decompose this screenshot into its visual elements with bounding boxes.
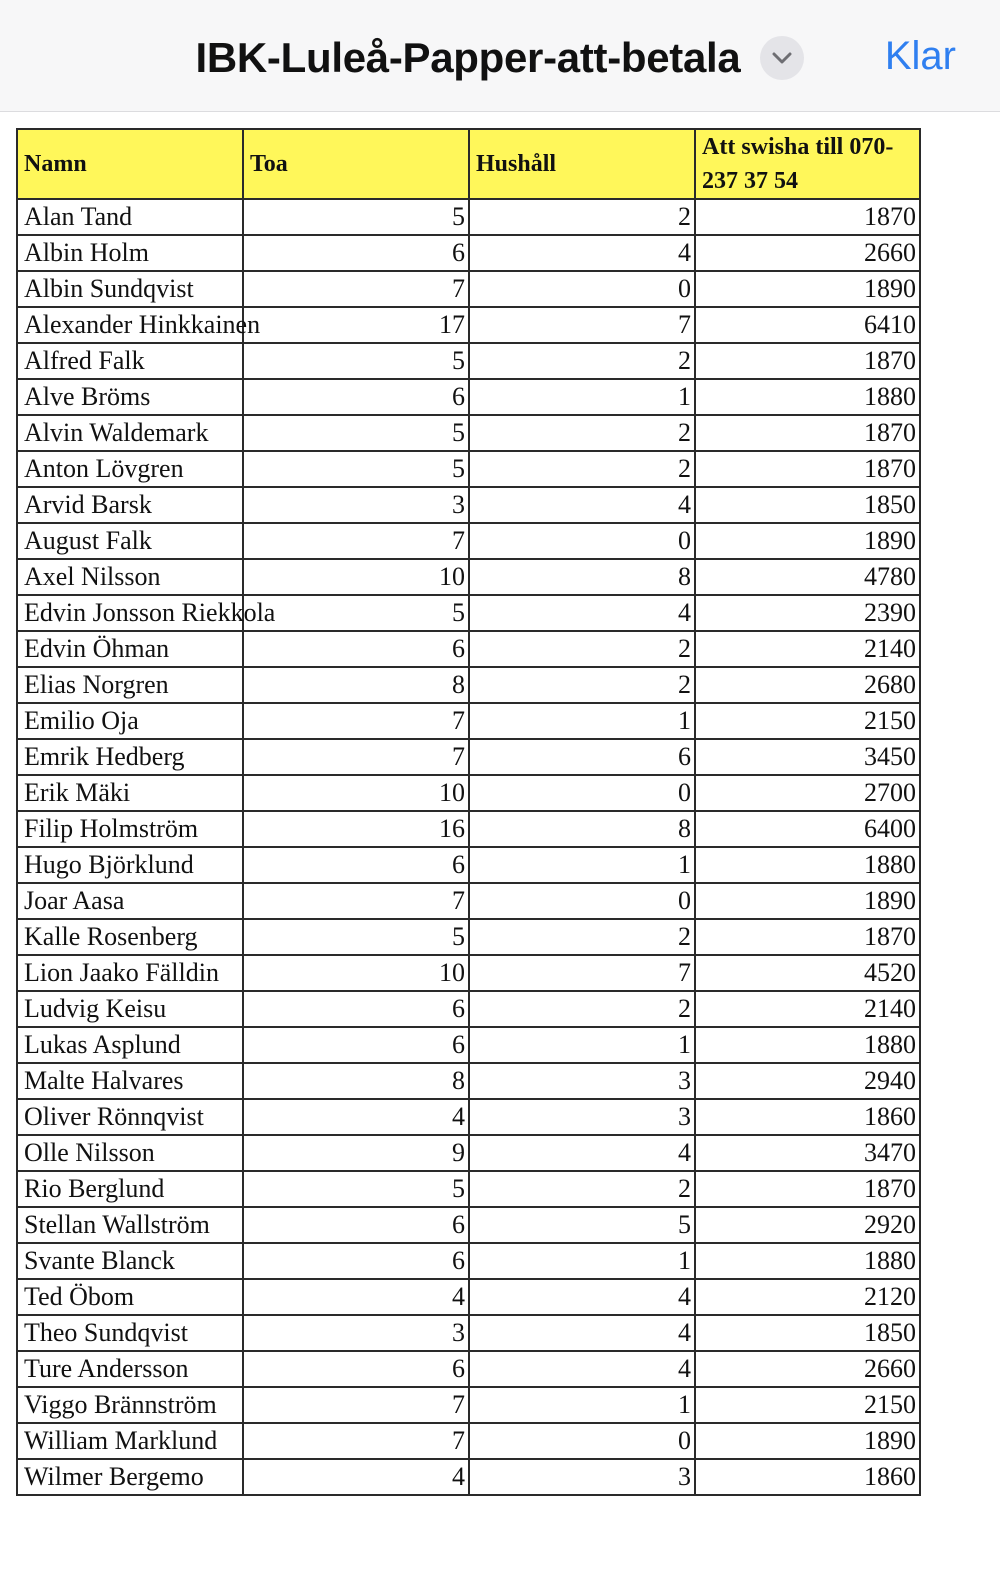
name-text: Stellan Wallström xyxy=(24,1210,210,1239)
table-row xyxy=(17,1243,920,1279)
amount-cell[interactable]: 1870 xyxy=(695,1171,920,1207)
name-text: Lukas Asplund xyxy=(24,1030,181,1059)
amount-cell[interactable]: 1880 xyxy=(695,379,920,415)
name-text: Oliver Rönnqvist xyxy=(24,1102,204,1131)
hushall-cell[interactable]: 4 xyxy=(469,1135,695,1171)
hushall-cell[interactable]: 4 xyxy=(469,1315,695,1351)
amount-cell[interactable]: 1890 xyxy=(695,523,920,559)
name-cell[interactable] xyxy=(17,1423,243,1459)
name-cell[interactable] xyxy=(17,775,243,811)
amount-cell[interactable]: 1890 xyxy=(695,271,920,307)
hushall-cell[interactable]: 0 xyxy=(469,1423,695,1459)
name-text: Viggo Brännström xyxy=(24,1390,217,1419)
amount-cell[interactable]: 1860 xyxy=(695,1459,920,1495)
hushall-cell[interactable]: 4 xyxy=(469,595,695,631)
hushall-cell[interactable]: 1 xyxy=(469,1027,695,1063)
toa-cell[interactable]: 10 xyxy=(243,775,469,811)
title-group xyxy=(0,28,1000,88)
name-cell[interactable] xyxy=(17,1099,243,1135)
hushall-cell[interactable]: 1 xyxy=(469,703,695,739)
hushall-cell[interactable]: 3 xyxy=(469,1063,695,1099)
table-row xyxy=(17,1063,920,1099)
name-cell[interactable] xyxy=(17,1351,243,1387)
toa-cell[interactable]: 5 xyxy=(243,199,469,235)
toa-cell[interactable]: 5 xyxy=(243,595,469,631)
table-row xyxy=(17,487,920,523)
hushall-cell[interactable]: 2 xyxy=(469,667,695,703)
name-text: Hugo Björklund xyxy=(24,850,194,879)
name-cell[interactable] xyxy=(17,667,243,703)
name-cell[interactable] xyxy=(17,343,243,379)
toa-cell[interactable]: 6 xyxy=(243,991,469,1027)
toa-cell[interactable]: 10 xyxy=(243,955,469,991)
name-text: Edvin Jonsson Riekkola xyxy=(24,598,276,627)
amount-cell[interactable]: 2140 xyxy=(695,631,920,667)
name-text: Emrik Hedberg xyxy=(24,742,185,771)
name-text: Edvin Öhman xyxy=(24,634,170,663)
name-text: Elias Norgren xyxy=(24,670,169,699)
name-cell[interactable] xyxy=(17,631,243,667)
amount-cell[interactable]: 3450 xyxy=(695,739,920,775)
hushall-cell[interactable]: 4 xyxy=(469,235,695,271)
table-row xyxy=(17,1351,920,1387)
name-text: Emilio Oja xyxy=(24,706,139,735)
table-row xyxy=(17,343,920,379)
hushall-cell[interactable]: 7 xyxy=(469,955,695,991)
name-text: August Falk xyxy=(24,526,152,555)
name-text: Kalle Rosenberg xyxy=(24,922,198,951)
hushall-cell[interactable]: 0 xyxy=(469,775,695,811)
hushall-cell[interactable]: 2 xyxy=(469,991,695,1027)
name-cell[interactable] xyxy=(17,451,243,487)
name-text: Theo Sundqvist xyxy=(24,1318,188,1347)
toa-cell[interactable]: 9 xyxy=(243,1135,469,1171)
hushall-cell[interactable]: 2 xyxy=(469,415,695,451)
table-row xyxy=(17,1027,920,1063)
name-cell[interactable] xyxy=(17,487,243,523)
amount-cell[interactable]: 2660 xyxy=(695,1351,920,1387)
hushall-cell[interactable]: 1 xyxy=(469,379,695,415)
table-row xyxy=(17,955,920,991)
toa-cell[interactable]: 6 xyxy=(243,631,469,667)
name-cell[interactable] xyxy=(17,1279,243,1315)
toa-cell[interactable]: 10 xyxy=(243,559,469,595)
name-cell[interactable] xyxy=(17,883,243,919)
toa-cell[interactable]: 7 xyxy=(243,883,469,919)
table-row xyxy=(17,559,920,595)
name-cell[interactable] xyxy=(17,703,243,739)
hushall-cell[interactable]: 2 xyxy=(469,1171,695,1207)
table-row xyxy=(17,271,920,307)
table-row xyxy=(17,703,920,739)
amount-cell[interactable]: 1870 xyxy=(695,343,920,379)
toa-cell[interactable]: 7 xyxy=(243,1423,469,1459)
name-text: Albin Holm xyxy=(24,238,149,267)
table-row xyxy=(17,847,920,883)
amount-cell[interactable]: 1890 xyxy=(695,883,920,919)
amount-cell[interactable]: 1850 xyxy=(695,487,920,523)
amount-cell[interactable]: 4780 xyxy=(695,559,920,595)
hushall-cell[interactable]: 1 xyxy=(469,847,695,883)
name-cell[interactable] xyxy=(17,811,243,847)
table-row xyxy=(17,883,920,919)
name-text: Anton Lövgren xyxy=(24,454,184,483)
toa-cell[interactable]: 6 xyxy=(243,1027,469,1063)
toa-cell[interactable]: 8 xyxy=(243,667,469,703)
hushall-cell[interactable]: 8 xyxy=(469,811,695,847)
name-text: Albin Sundqvist xyxy=(24,274,194,303)
table-row xyxy=(17,667,920,703)
amount-cell[interactable]: 1870 xyxy=(695,199,920,235)
toa-cell[interactable]: 4 xyxy=(243,1279,469,1315)
amount-cell[interactable]: 1880 xyxy=(695,1027,920,1063)
amount-cell[interactable]: 2140 xyxy=(695,991,920,1027)
table-row xyxy=(17,415,920,451)
name-text: Rio Berglund xyxy=(24,1174,165,1203)
table-row xyxy=(17,739,920,775)
name-text: Ludvig Keisu xyxy=(24,994,167,1023)
name-text: Ted Öbom xyxy=(24,1282,135,1311)
name-cell[interactable] xyxy=(17,595,276,631)
title-menu-button[interactable] xyxy=(760,36,804,80)
hushall-cell[interactable]: 8 xyxy=(469,559,695,595)
hushall-cell[interactable]: 4 xyxy=(469,1279,695,1315)
name-cell[interactable] xyxy=(17,415,243,451)
name-text: Wilmer Bergemo xyxy=(24,1462,204,1491)
amount-cell[interactable]: 1870 xyxy=(695,919,920,955)
name-cell[interactable] xyxy=(17,559,243,595)
name-cell[interactable] xyxy=(17,1387,243,1423)
hushall-cell[interactable]: 2 xyxy=(469,343,695,379)
name-cell[interactable] xyxy=(17,955,243,991)
document-title[interactable]: IBK-Luleå-Papper-att-betala xyxy=(195,34,741,81)
amount-cell[interactable]: 2120 xyxy=(695,1279,920,1315)
name-cell[interactable] xyxy=(17,307,261,343)
header-cell-hushall[interactable]: Hushåll xyxy=(469,129,695,199)
amount-cell[interactable]: 3470 xyxy=(695,1135,920,1171)
amount-cell[interactable]: 2150 xyxy=(695,703,920,739)
table-row xyxy=(17,1099,920,1135)
name-cell[interactable] xyxy=(17,919,243,955)
done-button[interactable]: Klar xyxy=(884,34,956,78)
hushall-cell[interactable]: 0 xyxy=(469,271,695,307)
name-cell[interactable] xyxy=(17,1207,243,1243)
name-cell[interactable] xyxy=(17,1027,243,1063)
chevron-down-icon xyxy=(772,52,792,64)
name-cell[interactable] xyxy=(17,1315,243,1351)
table-row xyxy=(17,451,920,487)
toa-cell[interactable]: 3 xyxy=(243,487,469,523)
hushall-cell[interactable]: 1 xyxy=(469,1387,695,1423)
amount-cell[interactable]: 2390 xyxy=(695,595,920,631)
header-cell-name[interactable]: Namn xyxy=(17,129,243,199)
name-cell[interactable] xyxy=(17,1171,243,1207)
amount-cell[interactable]: 6410 xyxy=(695,307,920,343)
table-row xyxy=(17,523,920,559)
amount-cell[interactable]: 1870 xyxy=(695,415,920,451)
hushall-cell[interactable]: 2 xyxy=(469,631,695,667)
name-text: Axel Nilsson xyxy=(24,562,161,591)
header-cell-toa[interactable]: Toa xyxy=(243,129,469,199)
amount-cell[interactable]: 2920 xyxy=(695,1207,920,1243)
amount-cell[interactable]: 1880 xyxy=(695,847,920,883)
amount-cell[interactable]: 2700 xyxy=(695,775,920,811)
table-row xyxy=(17,1423,920,1459)
amount-cell[interactable]: 1890 xyxy=(695,1423,920,1459)
amount-cell[interactable]: 2940 xyxy=(695,1063,920,1099)
toa-cell[interactable]: 5 xyxy=(243,919,469,955)
table-row xyxy=(17,379,920,415)
toa-cell[interactable]: 5 xyxy=(243,415,469,451)
name-cell[interactable] xyxy=(17,523,243,559)
toa-cell[interactable]: 4 xyxy=(243,1099,469,1135)
table-row xyxy=(17,307,920,343)
name-cell[interactable] xyxy=(17,1063,243,1099)
amount-cell[interactable]: 2660 xyxy=(695,235,920,271)
name-text: William Marklund xyxy=(24,1426,218,1455)
name-cell[interactable] xyxy=(17,847,243,883)
toa-cell[interactable]: 7 xyxy=(243,703,469,739)
name-text: Olle Nilsson xyxy=(24,1138,155,1167)
name-text: Alan Tand xyxy=(24,202,133,231)
name-text: Filip Holmström xyxy=(24,814,199,843)
name-text: Arvid Barsk xyxy=(24,490,152,519)
name-cell[interactable] xyxy=(17,235,243,271)
amount-cell[interactable]: 1880 xyxy=(695,1243,920,1279)
name-cell[interactable] xyxy=(17,991,243,1027)
toa-cell[interactable]: 7 xyxy=(243,1387,469,1423)
toa-cell[interactable]: 6 xyxy=(243,1207,469,1243)
amount-cell[interactable]: 6400 xyxy=(695,811,920,847)
hushall-cell[interactable]: 2 xyxy=(469,919,695,955)
toa-cell[interactable]: 5 xyxy=(243,343,469,379)
toa-cell[interactable]: 7 xyxy=(243,271,469,307)
hushall-cell[interactable]: 0 xyxy=(469,523,695,559)
table-row xyxy=(17,1315,920,1351)
toa-cell[interactable]: 5 xyxy=(243,1171,469,1207)
name-text: Malte Halvares xyxy=(24,1066,184,1095)
amount-cell[interactable]: 1860 xyxy=(695,1099,920,1135)
toa-cell[interactable]: 7 xyxy=(243,739,469,775)
table-row xyxy=(17,1387,920,1423)
amount-cell[interactable]: 2680 xyxy=(695,667,920,703)
toa-cell[interactable]: 8 xyxy=(243,1063,469,1099)
table-row xyxy=(17,1207,920,1243)
table-row xyxy=(17,631,920,667)
table-row xyxy=(17,919,920,955)
toa-cell[interactable]: 3 xyxy=(243,1315,469,1351)
name-text: Lion Jaako Fälldin xyxy=(24,958,219,987)
amount-cell[interactable]: 2150 xyxy=(695,1387,920,1423)
toa-cell[interactable]: 7 xyxy=(243,523,469,559)
spreadsheet-table xyxy=(16,128,921,1496)
amount-cell[interactable]: 1850 xyxy=(695,1315,920,1351)
table-row xyxy=(17,1279,920,1315)
name-cell[interactable] xyxy=(17,1459,243,1495)
header-row xyxy=(17,129,920,199)
name-text: Alfred Falk xyxy=(24,346,145,375)
name-cell[interactable] xyxy=(17,739,243,775)
toa-cell[interactable]: 17 xyxy=(243,307,469,343)
table-row xyxy=(17,199,920,235)
name-cell[interactable] xyxy=(17,1135,243,1171)
hushall-cell[interactable]: 2 xyxy=(469,451,695,487)
toa-cell[interactable]: 6 xyxy=(243,235,469,271)
toa-cell[interactable]: 6 xyxy=(243,379,469,415)
table-row xyxy=(17,235,920,271)
toa-cell[interactable]: 4 xyxy=(243,1459,469,1495)
name-text: Alvin Waldemark xyxy=(24,418,209,447)
toa-cell[interactable]: 16 xyxy=(243,811,469,847)
name-cell[interactable] xyxy=(17,379,243,415)
navigation-bar xyxy=(0,0,1000,112)
name-text: Joar Aasa xyxy=(24,886,125,915)
hushall-cell[interactable]: 4 xyxy=(469,487,695,523)
toa-cell[interactable]: 6 xyxy=(243,1351,469,1387)
name-text: Alve Bröms xyxy=(24,382,151,411)
hushall-cell[interactable]: 0 xyxy=(469,883,695,919)
name-text: Ture Andersson xyxy=(24,1354,189,1383)
name-text: Alexander Hinkkainen xyxy=(24,310,261,339)
name-text: Erik Mäki xyxy=(24,778,131,807)
toa-cell[interactable]: 5 xyxy=(243,451,469,487)
table-row xyxy=(17,1171,920,1207)
name-cell[interactable] xyxy=(17,271,243,307)
toa-cell[interactable]: 6 xyxy=(243,1243,469,1279)
toa-cell[interactable]: 6 xyxy=(243,847,469,883)
table-row xyxy=(17,811,920,847)
table-row xyxy=(17,775,920,811)
hushall-cell[interactable]: 5 xyxy=(469,1207,695,1243)
hushall-cell[interactable]: 6 xyxy=(469,739,695,775)
amount-cell[interactable]: 4520 xyxy=(695,955,920,991)
header-cell-swish-amount[interactable]: Att swisha till 070-237 37 54 xyxy=(695,129,920,199)
hushall-cell[interactable]: 4 xyxy=(469,1351,695,1387)
table-row xyxy=(17,1459,920,1495)
table-row xyxy=(17,595,920,631)
name-text: Svante Blanck xyxy=(24,1246,175,1275)
table-row xyxy=(17,991,920,1027)
hushall-cell[interactable]: 1 xyxy=(469,1243,695,1279)
name-cell[interactable] xyxy=(17,199,243,235)
table-row xyxy=(17,1135,920,1171)
hushall-cell[interactable]: 2 xyxy=(469,199,695,235)
name-cell[interactable] xyxy=(17,1243,243,1279)
hushall-cell[interactable]: 3 xyxy=(469,1099,695,1135)
amount-cell[interactable]: 1870 xyxy=(695,451,920,487)
hushall-cell[interactable]: 3 xyxy=(469,1459,695,1495)
hushall-cell[interactable]: 7 xyxy=(469,307,695,343)
